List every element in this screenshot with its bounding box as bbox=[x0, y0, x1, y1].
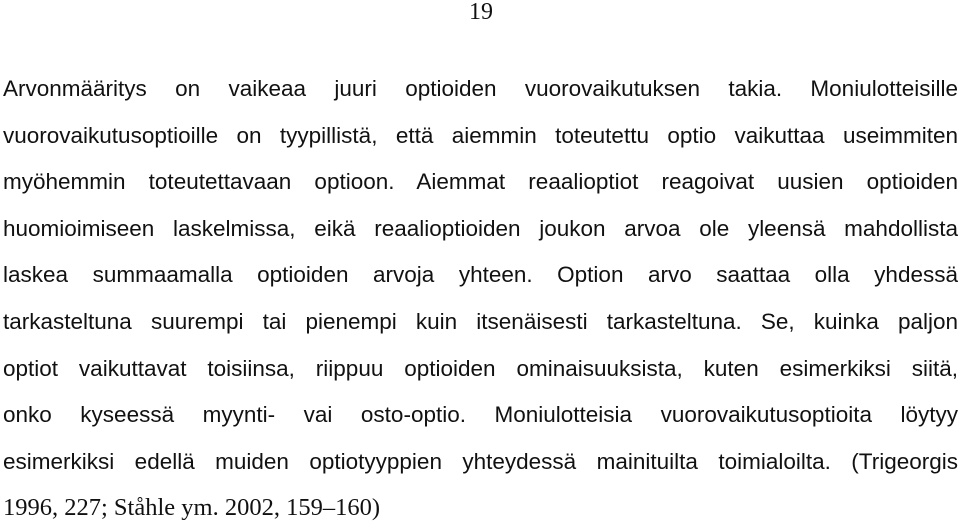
paragraph-line-1: Arvonmääritys on vaikeaa juuri optioiden vuorovaikutuksen takia. Moniulotteisille bbox=[3, 76, 958, 101]
page-number: 19 bbox=[469, 0, 493, 25]
paragraph-line-3: myöhemmin toteutettavaan optioon. Aiemmat reaalioptiot reagoivat uusien optioiden bbox=[3, 169, 958, 195]
paragraph-line-5: laskea summaamalla optioiden arvoja yhteen. Option arvo saattaa olla yhdessä bbox=[3, 262, 958, 288]
paragraph-line-2: vuorovaikutusoptioille on tyypillistä, että aiemmin toteutettu optio vaikuttaa useimmiten bbox=[3, 122, 958, 148]
citation-line: 1996, 227; Ståhle ym. 2002, 159–160) bbox=[3, 494, 381, 522]
body-paragraph bbox=[3, 66, 958, 532]
paragraph-line-4: huomioimiseen laskelmissa, eikä reaalioptioiden joukon arvoa ole yleensä mahdollista bbox=[3, 215, 958, 241]
paragraph-line-6: tarkasteltuna suurempi tai pienempi kuin itsenäisesti tarkasteltuna. Se, kuinka paljon bbox=[3, 308, 958, 334]
paragraph-line-8: onko kyseessä myynti- vai osto-optio. Moniulotteisia vuorovaikutusoptioita löytyy bbox=[3, 402, 958, 428]
paragraph-line-9: esimerkiksi edellä muiden optiotyyppien yhteydessä mainituilta toimialoilta. (Trigeorgis bbox=[3, 448, 958, 474]
paragraph-line-7: optiot vaikuttavat toisiinsa, riippuu optioiden ominaisuuksista, kuten esimerkiksi siitä, bbox=[3, 355, 958, 381]
